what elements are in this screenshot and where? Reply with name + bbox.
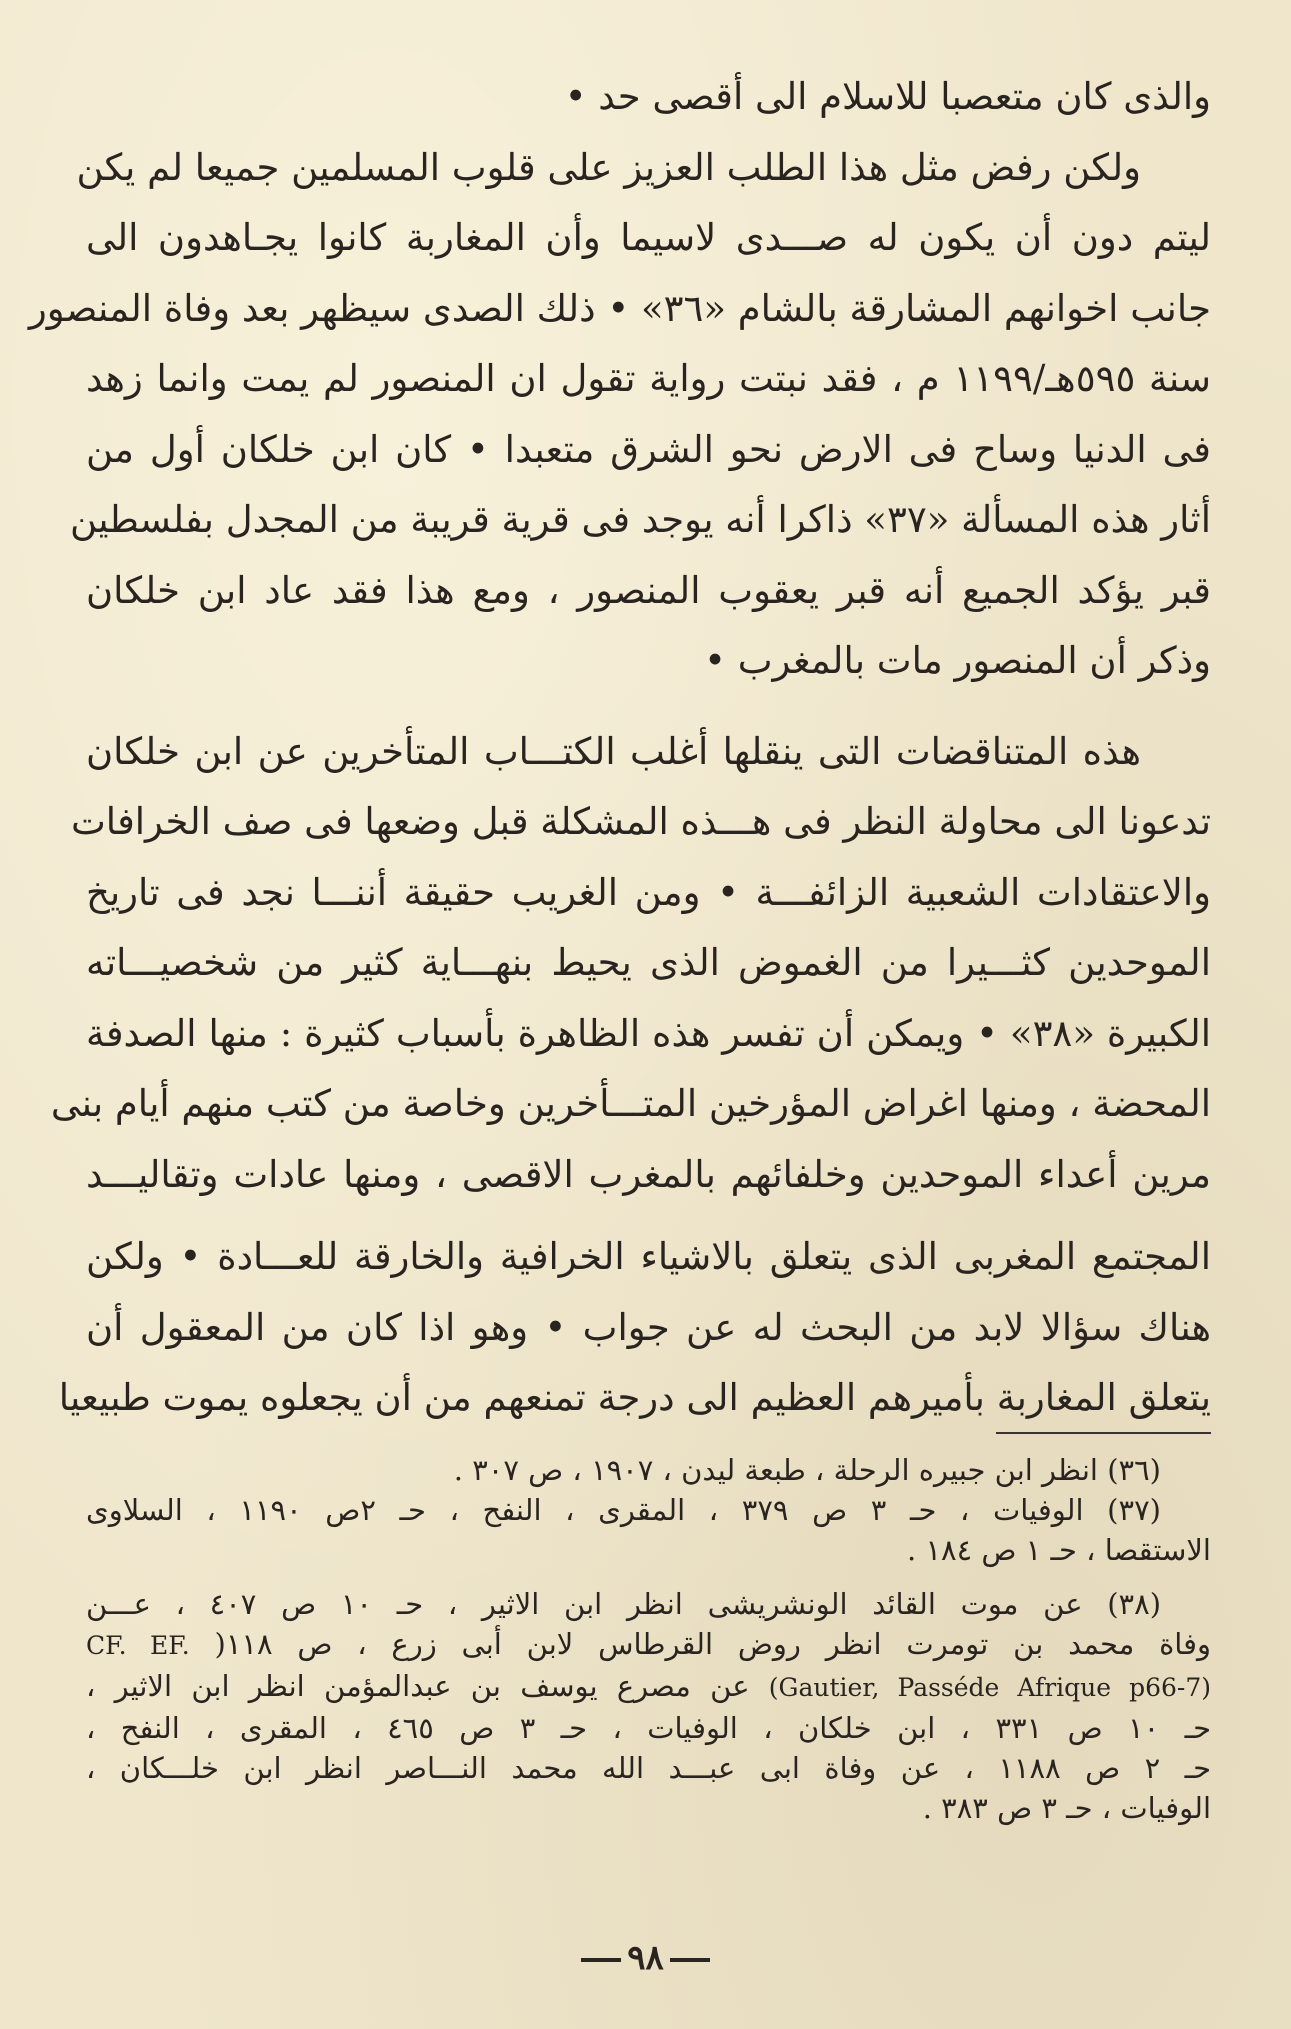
footnotes — [86, 1450, 1211, 1828]
footnote-gap — [86, 1570, 1211, 1584]
text-line: سنة ٥٩٥هـ/١١٩٩ م ، فقد نبتت رواية تقول ان المنصور لم يمت وانما زهد — [86, 357, 1212, 400]
text-line: قبر يؤكد الجميع أنه قبر يعقوب المنصور ، ومع هذا فقد عاد ابن خلكان — [86, 568, 1211, 612]
text-line: والذى كان متعصبا للاسلام الى أقصى حد • — [564, 75, 1211, 118]
main-text — [28, 62, 1212, 1434]
footnote-line: (٣٧) الوفيات ، حـ ٣ ص ٣٧٩ ، المقرى ، النفح ، حـ ٢ص ١١٩٠ ، السلاوى — [86, 1493, 1161, 1527]
text-line: هناك سؤالا لابد من البحث له عن جواب • وهو اذا كان من المعقول أن — [86, 1305, 1211, 1349]
text-line: المحضة ، ومنها اغراض المؤرخين المتـــأخرين وخاصة من كتب منهم أيام بنى — [50, 1082, 1211, 1125]
latin-reference: (Gautier, Passéde Afrique p66-7) — [768, 1673, 1211, 1702]
text-line: ولكن رفض مثل هذا الطلب العزيز على قلوب المسلمين جميعا لم يكن — [76, 145, 1141, 189]
text-line: الكبيرة «٣٨» • ويمكن أن تفسر هذه الظاهرة بأسباب كثيرة : منها الصدفة — [86, 1011, 1212, 1055]
footnote-text: عن مصرع يوسف بن عبدالمؤمن انظر ابن الاثير ، — [86, 1669, 750, 1703]
text-line: مرين أعداء الموحدين وخلفائهم بالمغرب الاقصى ، ومنها عادات وتقاليـــد — [86, 1152, 1211, 1196]
footnote-line: (٣٨) عن موت القائد الونشريشى انظر ابن الاثير ، حـ ١٠ ص ٤٠٧ ، عـــن — [86, 1587, 1162, 1621]
footnote-line — [86, 1666, 1211, 1708]
page-number-value: ٩٨ — [627, 1938, 664, 1978]
footnote-line: حـ ٢ ص ١١٨٨ ، عن وفاة ابى عبـــد الله محمد النـــاصر انظر ابن خلـــكان ، — [86, 1751, 1212, 1785]
dash-left — [581, 1958, 621, 1962]
text-line: وذكر أن المنصور مات بالمغرب • — [704, 639, 1211, 682]
text-line: المجتمع المغربى الذى يتعلق بالاشياء الخرافية والخارقة للعـــادة • ولكن — [86, 1235, 1211, 1278]
text-line: الموحدين كثـــيرا من الغموض الذى يحيط بنهـــاية كثير من شخصيـــاته — [86, 941, 1211, 984]
footnote-line: (٣٦) انظر ابن جبيره الرحلة ، طبعة ليدن ، ١٩٠٧ ، ص ٣٠٧ . — [453, 1453, 1161, 1487]
footnote-line — [86, 1624, 1211, 1666]
text-line: فى الدنيا وساح فى الارض نحو الشرق متعبدا • كان ابن خلكان أول من — [86, 427, 1211, 471]
book-page — [28, 62, 1212, 1434]
text-line: ليتم دون أن يكون له صـــدى لاسيما وأن المغاربة كانوا يجـاهدون الى — [86, 216, 1211, 259]
spacing — [86, 1210, 1211, 1222]
paragraph-gap — [86, 697, 1211, 717]
text-line: أثار هذه المسألة «٣٧» ذاكرا أنه يوجد فى قرية قريبة من المجدل بفلسطين — [70, 498, 1211, 541]
footnote-line: الاستقصا ، حـ ١ ص ١٨٤ . — [907, 1533, 1211, 1567]
footnote-line: حـ ١٠ ص ٣٣١ ، ابن خلكان ، الوفيات ، حـ ٣ ص ٤٦٥ ، المقرى ، النفح ، — [86, 1711, 1212, 1745]
text-line: والاعتقادات الشعبية الزائفـــة • ومن الغريب حقيقة أننـــا نجد فى تاريخ — [86, 870, 1211, 914]
footnote-37 — [86, 1490, 1211, 1570]
page-number — [0, 1938, 1291, 1978]
text-line: تدعونا الى محاولة النظر فى هـــذه المشكلة قبل وضعها فى صف الخرافات — [70, 800, 1211, 843]
footnote-divider — [996, 1432, 1211, 1434]
dash-right — [670, 1958, 710, 1962]
footnote-36 — [86, 1450, 1211, 1490]
footnote-text: وفاة محمد بن تومرت انظر روض القرطاس لابن أبى زرع ، ص ١١٨( — [214, 1627, 1212, 1661]
latin-reference: CF. EF. — [86, 1631, 190, 1660]
text-line: هذه المتناقضات التى ينقلها أغلب الكتـــاب المتأخرين عن ابن خلكان — [86, 729, 1141, 773]
footnote-line: الوفيات ، حـ ٣ ص ٣٨٣ . — [922, 1791, 1211, 1825]
text-line: يتعلق المغاربة بأميرهم العظيم الى درجة تمنعهم من أن يجعلوه يموت طبيعيا — [58, 1376, 1211, 1419]
text-line: جانب اخوانهم المشارقة بالشام «٣٦» • ذلك الصدى سيظهر بعد وفاة المنصور — [28, 286, 1211, 330]
footnote-38 — [86, 1584, 1211, 1828]
